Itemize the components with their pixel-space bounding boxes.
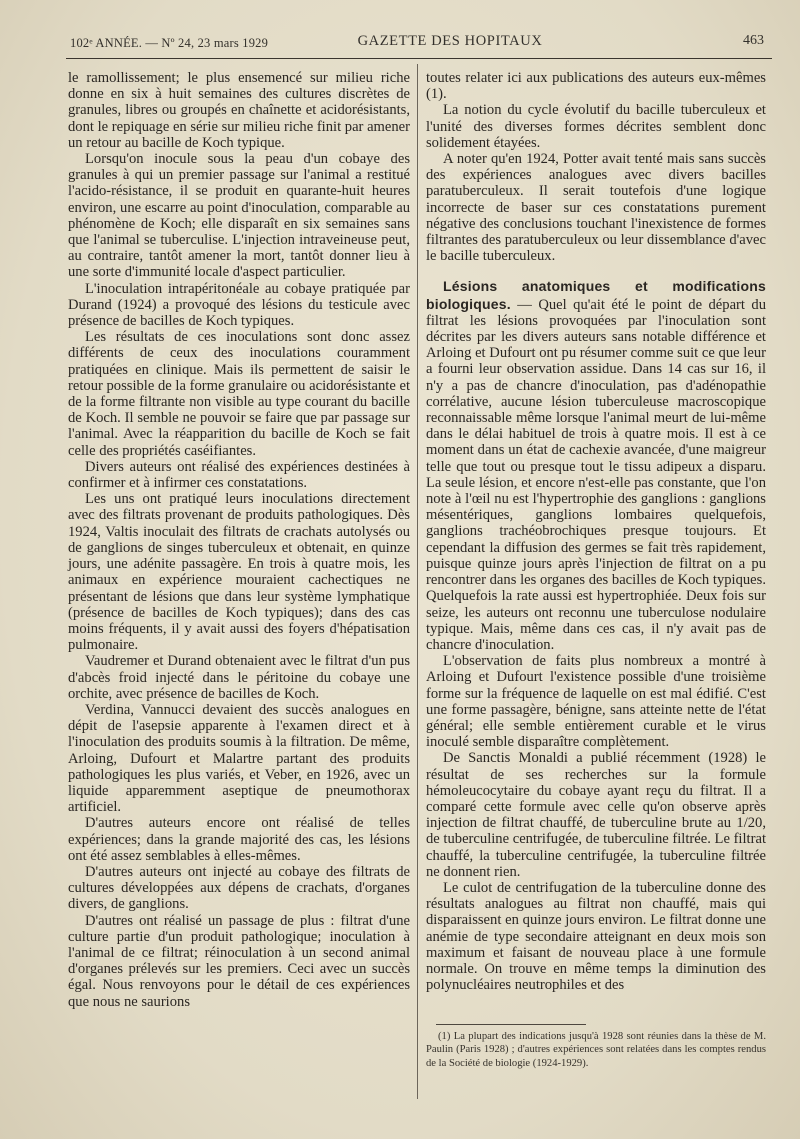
section-paragraph (426, 278, 766, 653)
journal-title: GAZETTE DES HOPITAUX (357, 33, 543, 49)
footnote (426, 1030, 766, 1070)
paragraph: Lorsqu'on inocule sous la peau d'un cobaye des granules à qui un premier passage sur l'animal a restitué l'acido-résistance, il se produit en quarante-huit heures environ, une escarre au point d'inoculation, comparable au phénomène de Koch; elle disparaît en six semaines sans que l'animal se tuberculise. L'injection intraveineuse peut, au contraire, tantôt amener la mort, tantôt donner lieu à une sorte d'immunité locale d'aspect particulier. (68, 151, 410, 281)
page-number: 463 (743, 33, 764, 48)
paragraph: L'observation de faits plus nombreux a montré à Arloing et Dufourt l'existence possible d'une troisième forme sur la fréquence de laquelle on est mal édifié. C'est une forme passagère, bénigne, sans atteinte nette de l'état général; elle semble entièrement curable et le virus inoculé semble disparaître complètement. (426, 653, 766, 751)
paragraph: D'autres auteurs encore ont réalisé de telles expériences; dans la grande majorité des cas, les lésions ont été assez semblables à elles-mêmes. (68, 815, 410, 864)
section-heading: Lésions anatomiques et modifications biologiques. (426, 278, 766, 312)
paragraph: A noter qu'en 1924, Potter avait tenté mais sans succès des expériences analogues avec divers bacilles paratuberculeux. Il serait toutefois d'une logique incorrecte de baser sur ces constatations purement négative des conclusions touchant l'inexistence de formes filtrantes des paratuberculeux ou leur dissemblance d'avec le bacille tuberculeux. (426, 151, 766, 265)
section-text: — Quel qu'ait été le point de départ du filtrat les lésions provoquées par l'inoculation sont décrites par les divers auteurs sans notable différence et Arloing et Dufourt ont pu résumer comme suit ce que leur a fourni leur observation assidue. Dans 14 cas sur 16, il n'y a pas de chancre d'inoculation, pas d'adénopathie corrélative, aucune lésion tuberculeuse macroscopique reconnaissable même lorsque l'animal meurt de lui-même dans le délai habituel de trois à quatre mois. Il est à ce moment dans un état de cachexie avancée, d'une maigreur telle que tout ou presque tout le tissu adipeux a disparu. La seule lésion, et encore n'est-elle pas constante, que l'on note à l'œil nu est l'hypertrophie des ganglions : ganglions mésentériques, ganglions lombaires quelquefois, ganglions trachéobrochiques presque toujours. Et cependant la diffusion des germes se fait très rapidement, puisque quinze jours après l'injection de filtrat on a pu rencontrer dans les organes des bacilles de Koch typiques. Quelquefois la rate aussi est hypertrophiée. Deux fois sur seize, les auteurs ont reconnu une tuberculose nodulaire typique. Mais, même dans ces cas, il n'y avait pas de chancre d'inoculation. (426, 296, 766, 653)
paragraph: Vaudremer et Durand obtenaient avec le filtrat d'un pus d'abcès froid injecté dans le péritoine du cobaye une orchite, avec présence de bacilles de Koch. (68, 653, 410, 702)
paragraph: le ramollissement; le plus ensemencé sur milieu riche donne en six à huit semaines des cultures discrètes de granules, libres ou groupés en chaînette et acidorésistants, dont le repiquage en série sur milieu riche finit par amener un retour au bacille de Koch typique. (68, 70, 411, 151)
footnote-rule (436, 1024, 586, 1025)
paragraph: D'autres ont réalisé un passage de plus : filtrat d'une culture partie d'un produit pathologique; inoculation à l'animal de ce filtrat; réinoculation à un second animal d'organes prélevés sur les premiers. Ceci avec un succès égal. Nous renvoyons pour le détail de ces expériences que nous ne saurions (68, 912, 410, 1010)
paragraph: La notion du cycle évolutif du bacille tuberculeux et l'unité des diverses formes décrites semblent donc solidement étayées. (426, 102, 766, 151)
running-head (70, 33, 770, 53)
paragraph: Le culot de centrifugation de la tuberculine donne des résultats analogues au filtrat non chauffé, mais qui disparaissent en quinze jours environ. Le filtrat donne une anémie de type secondaire atteignant en deux mois son maximum et faisant de nouveau place à une formule normale. On trouve en même temps la diminution des polynucléaires neutrophiles et des (426, 879, 766, 994)
paragraph: De Sanctis Monaldi a publié récemment (1928) le résultat de ses recherches sur la formule hémoleucocytaire du cobaye ayant reçu du filtrat. Il a comparé cette formule avec celle qu'on observe après injection de filtrat chauffé, de tuberculine brute au 1/20, de tuberculine centrifugée, de tuberculine filtrée. Le filtrat chauffé, la tuberculine centrifugée, la tuberculine filtrée ne donnent rien. (426, 750, 766, 880)
paragraph: D'autres auteurs ont injecté au cobaye des filtrats de cultures développées aux dépens de crachats, d'organes divers, de ganglions. (68, 863, 410, 913)
header-rule (66, 58, 772, 59)
paragraph: Les uns ont pratiqué leurs inoculations directement avec des filtrats provenant de produits pathologiques. Dès 1924, Valtis inoculait des filtrats de crachats autolysés ou de ganglions de singes tuberculeux et obtenait, en quinze jours, une adénite passagère. En trois à quatre mois, les animaux en expérience mouraient cachectiques ne présentant de lésions que dans leur système lymphatique (présence de bacilles de Koch typiques); dans des cas moins fréquents, il y avait aussi des foyers d'hépatisation pulmonaire. (68, 491, 410, 654)
issue-info: 102ᵉ ANNÉE. — Nº 24, 23 mars 1929 (70, 36, 269, 50)
paragraph: Divers auteurs ont réalisé des expériences destinées à confirmer et à infirmer ces constatations. (68, 458, 410, 492)
paragraph: toutes relater ici aux publications des auteurs eux-mêmes (1). (426, 70, 766, 103)
paragraph: Verdina, Vannucci devaient des succès analogues en dépit de l'asepsie apparente à l'examen direct et à l'inoculation des produits soumis à la filtration. De même, Arloing, Dufourt et Malartre partant des produits pathologiques les plus variés, et Veber, en 1926, avec un liquide apparemment aseptique de pneumothorax artificiel. (68, 701, 410, 816)
column-divider (417, 64, 418, 1099)
left-column (68, 70, 410, 1010)
footnote-text: (1) La plupart des indications jusqu'à 1928 sont réunies dans la thèse de M. Paulin (Paris 1928) ; d'autres expériences sont relatées dans les comptes rendus de la Société de biologie (1924-1929). (426, 1031, 766, 1069)
right-column (426, 70, 766, 993)
paragraph: Les résultats de ces inoculations sont donc assez différents de ceux des inoculations couramment pratiquées en clinique. Mais ils permettent de saisir le retour possible de la forme granulaire ou acidorésistante et de la forme filtrante non visible au type courant du bacille de Koch. Il semble ne pouvoir se faire que par passage sur l'animal. Avec la réapparition du bacille de Koch se fait celle des propriétés caséifiantes. (68, 329, 411, 459)
paragraph: L'inoculation intrapéritonéale au cobaye pratiquée par Durand (1924) a provoqué des lésions du testicule avec présence de bacilles de Koch typiques. (68, 280, 410, 330)
